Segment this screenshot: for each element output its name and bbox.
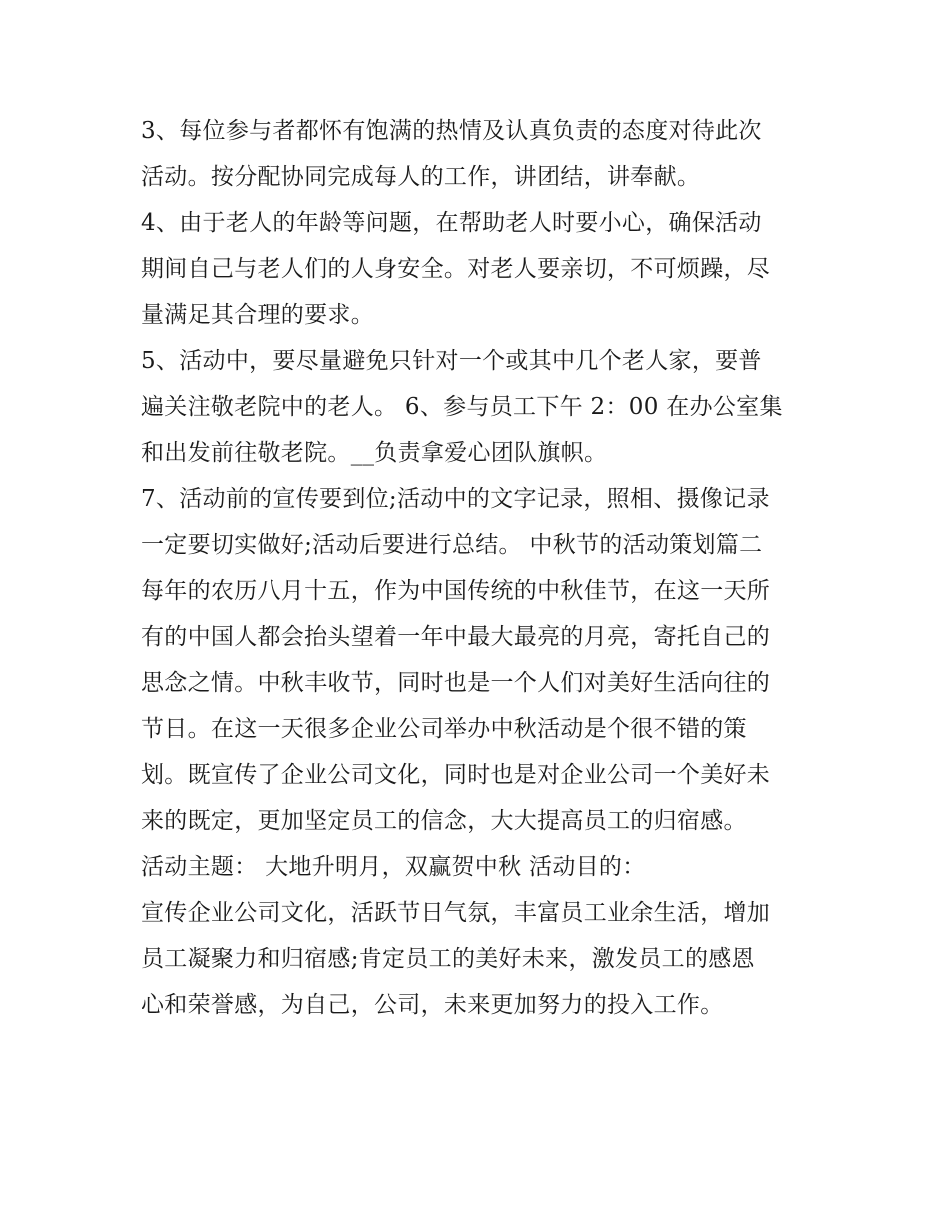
- text-line: 划。既宣传了企业公司文化，同时也是对企业公司一个美好未: [141, 762, 771, 788]
- text-line: 5、活动中，要尽量避免只针对一个或其中几个老人家，要普: [141, 348, 762, 374]
- text-line: 活动。按分配协同完成每人的工作，讲团结，讲奉献。: [141, 164, 701, 190]
- text-line: 思念之情。中秋丰收节，同时也是一个人们对美好生活向往的: [141, 670, 771, 696]
- text-line: 期间自己与老人们的人身安全。对老人要亲切，不可烦躁，尽: [141, 256, 771, 282]
- text-line: 量满足其合理的要求。: [141, 302, 374, 328]
- document-body: [141, 108, 821, 1028]
- text-line: 员工凝聚力和归宿感;肯定员工的美好未来，激发员工的感恩: [141, 946, 755, 972]
- text-line: 和出发前往敬老院。__负责拿爱心团队旗帜。: [141, 440, 608, 466]
- text-line: 遍关注敬老院中的老人。 6、参与员工下午 2：00 在办公室集: [141, 394, 783, 420]
- text-line: 3、每位参与者都怀有饱满的热情及认真负责的态度对待此次: [141, 118, 762, 144]
- text-line: 心和荣誉感，为自己，公司，未来更加努力的投入工作。: [141, 992, 724, 1018]
- text-line: 活动主题： 大地升明月，双赢贺中秋 活动目的：: [141, 854, 646, 880]
- text-line: 有的中国人都会抬头望着一年中最大最亮的月亮，寄托自己的: [141, 624, 771, 650]
- text-line: 一定要切实做好;活动后要进行总结。 中秋节的活动策划篇二: [141, 532, 763, 558]
- text-line: 4、由于老人的年龄等问题，在帮助老人时要小心，确保活动: [141, 210, 762, 236]
- text-line: 每年的农历八月十五，作为中国传统的中秋佳节，在这一天所: [141, 578, 771, 604]
- text-line: 节日。在这一天很多企业公司举办中秋活动是个很不错的策: [141, 716, 747, 742]
- text-line: 宣传企业公司文化，活跃节日气氛，丰富员工业余生活，增加: [141, 900, 771, 926]
- text-line: 7、活动前的宣传要到位;活动中的文字记录，照相、摄像记录: [141, 486, 770, 512]
- text-line: 来的既定，更加坚定员工的信念，大大提高员工的归宿感。: [141, 808, 747, 834]
